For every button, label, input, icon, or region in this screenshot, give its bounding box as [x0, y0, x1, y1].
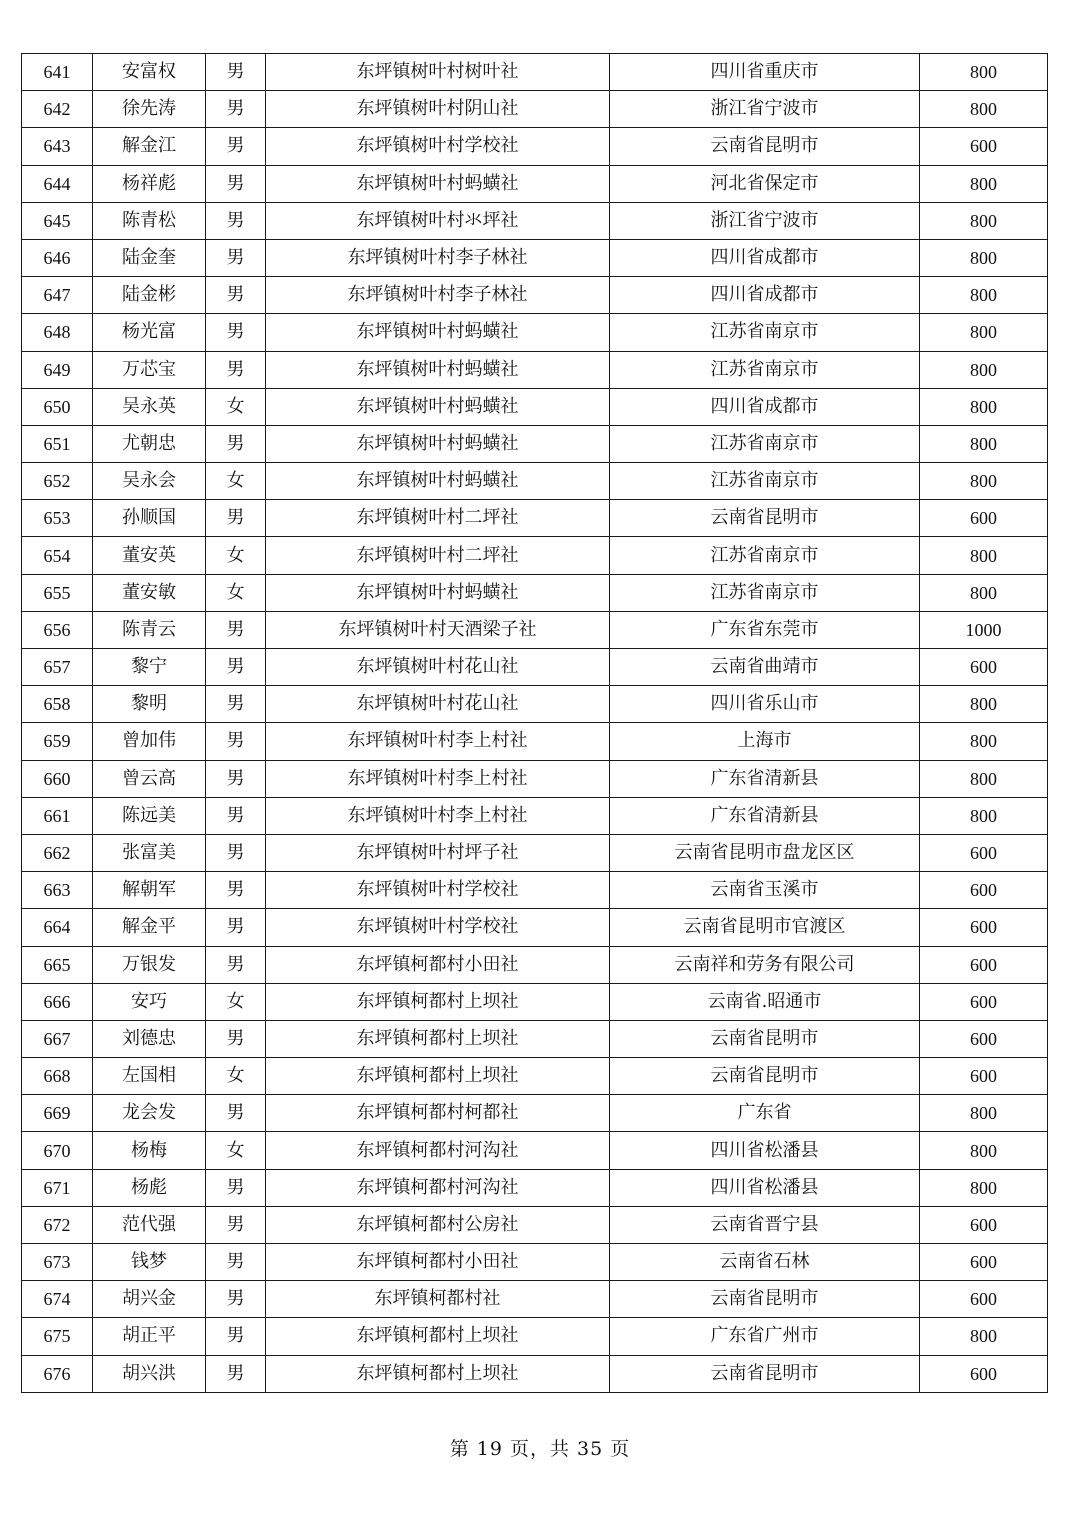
- cell-address: 东坪镇树叶村李上村社: [266, 760, 610, 797]
- cell-number: 651: [22, 425, 93, 462]
- cell-name: 曾加伟: [93, 723, 206, 760]
- table-row: [22, 797, 1048, 834]
- cell-work-location: 云南省玉溪市: [610, 872, 920, 909]
- cell-gender: 男: [206, 351, 266, 388]
- cell-amount: 800: [920, 463, 1048, 500]
- cell-number: 641: [22, 54, 93, 91]
- cell-gender: 男: [206, 909, 266, 946]
- cell-amount: 600: [920, 872, 1048, 909]
- cell-amount: 600: [920, 983, 1048, 1020]
- cell-work-location: 江苏省南京市: [610, 351, 920, 388]
- table-row: [22, 277, 1048, 314]
- cell-gender: 男: [206, 1244, 266, 1281]
- cell-address: 东坪镇树叶村蚂蟥社: [266, 463, 610, 500]
- cell-address: 东坪镇柯都村河沟社: [266, 1169, 610, 1206]
- cell-address: 东坪镇柯都村上坝社: [266, 1020, 610, 1057]
- cell-name: 尤朝忠: [93, 425, 206, 462]
- cell-work-location: 江苏省南京市: [610, 537, 920, 574]
- cell-amount: 600: [920, 649, 1048, 686]
- cell-name: 吴永会: [93, 463, 206, 500]
- cell-number: 647: [22, 277, 93, 314]
- cell-name: 陈青云: [93, 611, 206, 648]
- cell-gender: 男: [206, 202, 266, 239]
- table-row: [22, 314, 1048, 351]
- cell-amount: 800: [920, 202, 1048, 239]
- cell-number: 670: [22, 1132, 93, 1169]
- cell-work-location: 江苏省南京市: [610, 314, 920, 351]
- cell-work-location: 云南省昆明市官渡区: [610, 909, 920, 946]
- cell-gender: 男: [206, 500, 266, 537]
- cell-number: 642: [22, 91, 93, 128]
- cell-name: 张富美: [93, 834, 206, 871]
- cell-name: 董安英: [93, 537, 206, 574]
- cell-amount: 800: [920, 54, 1048, 91]
- cell-work-location: 云南省昆明市: [610, 1058, 920, 1095]
- cell-amount: 800: [920, 1318, 1048, 1355]
- cell-address: 东坪镇柯都村上坝社: [266, 1058, 610, 1095]
- cell-number: 675: [22, 1318, 93, 1355]
- table-row: [22, 1206, 1048, 1243]
- cell-address: 东坪镇树叶村树叶社: [266, 54, 610, 91]
- cell-address: 东坪镇树叶村花山社: [266, 686, 610, 723]
- cell-number: 664: [22, 909, 93, 946]
- cell-address: 东坪镇树叶村二坪社: [266, 500, 610, 537]
- cell-address: 东坪镇柯都村小田社: [266, 946, 610, 983]
- cell-name: 解朝军: [93, 872, 206, 909]
- table-row: [22, 202, 1048, 239]
- cell-work-location: 云南省晋宁县: [610, 1206, 920, 1243]
- cell-work-location: 云南省昆明市: [610, 1020, 920, 1057]
- cell-number: 673: [22, 1244, 93, 1281]
- cell-gender: 女: [206, 463, 266, 500]
- cell-address: 东坪镇树叶村蚂蟥社: [266, 388, 610, 425]
- cell-gender: 男: [206, 1206, 266, 1243]
- cell-number: 657: [22, 649, 93, 686]
- cell-name: 左国相: [93, 1058, 206, 1095]
- cell-gender: 男: [206, 54, 266, 91]
- cell-amount: 800: [920, 388, 1048, 425]
- table-row: [22, 723, 1048, 760]
- table-row: [22, 165, 1048, 202]
- cell-amount: 800: [920, 1095, 1048, 1132]
- cell-work-location: 广东省: [610, 1095, 920, 1132]
- cell-work-location: 江苏省南京市: [610, 574, 920, 611]
- table-row: [22, 760, 1048, 797]
- cell-number: 653: [22, 500, 93, 537]
- cell-gender: 男: [206, 239, 266, 276]
- cell-address: 东坪镇柯都村上坝社: [266, 1355, 610, 1392]
- cell-address: 东坪镇树叶村蚂蟥社: [266, 574, 610, 611]
- table-row: [22, 91, 1048, 128]
- cell-amount: 600: [920, 500, 1048, 537]
- cell-name: 杨祥彪: [93, 165, 206, 202]
- cell-name: 董安敏: [93, 574, 206, 611]
- cell-amount: 800: [920, 537, 1048, 574]
- cell-work-location: 四川省松潘县: [610, 1132, 920, 1169]
- cell-work-location: 云南省曲靖市: [610, 649, 920, 686]
- cell-amount: 1000: [920, 611, 1048, 648]
- table-row: [22, 649, 1048, 686]
- cell-gender: 女: [206, 388, 266, 425]
- table-row: [22, 909, 1048, 946]
- cell-address: 东坪镇柯都村柯都社: [266, 1095, 610, 1132]
- table-row: [22, 574, 1048, 611]
- cell-address: 东坪镇柯都村河沟社: [266, 1132, 610, 1169]
- cell-gender: 男: [206, 1095, 266, 1132]
- cell-gender: 女: [206, 983, 266, 1020]
- cell-amount: 800: [920, 1132, 1048, 1169]
- cell-name: 黎明: [93, 686, 206, 723]
- cell-name: 胡兴金: [93, 1281, 206, 1318]
- roster-table-body: [22, 54, 1048, 1393]
- cell-amount: 800: [920, 165, 1048, 202]
- cell-name: 徐先涛: [93, 91, 206, 128]
- cell-work-location: 四川省成都市: [610, 388, 920, 425]
- cell-work-location: 四川省成都市: [610, 239, 920, 276]
- table-row: [22, 686, 1048, 723]
- cell-work-location: 江苏省南京市: [610, 463, 920, 500]
- cell-amount: 600: [920, 1020, 1048, 1057]
- cell-gender: 男: [206, 1020, 266, 1057]
- cell-name: 解金平: [93, 909, 206, 946]
- cell-number: 663: [22, 872, 93, 909]
- cell-name: 解金江: [93, 128, 206, 165]
- cell-gender: 男: [206, 686, 266, 723]
- cell-amount: 600: [920, 909, 1048, 946]
- cell-address: 东坪镇树叶村李子林社: [266, 239, 610, 276]
- cell-name: 孙顺国: [93, 500, 206, 537]
- table-row: [22, 500, 1048, 537]
- cell-amount: 600: [920, 1206, 1048, 1243]
- cell-work-location: 四川省乐山市: [610, 686, 920, 723]
- cell-gender: 男: [206, 314, 266, 351]
- cell-number: 665: [22, 946, 93, 983]
- cell-address: 东坪镇树叶村花山社: [266, 649, 610, 686]
- table-row: [22, 1095, 1048, 1132]
- cell-gender: 男: [206, 611, 266, 648]
- cell-address: 东坪镇树叶村蚂蟥社: [266, 351, 610, 388]
- cell-gender: 女: [206, 574, 266, 611]
- cell-number: 646: [22, 239, 93, 276]
- cell-address: 东坪镇树叶村学校社: [266, 872, 610, 909]
- cell-address: 东坪镇树叶村氺坪社: [266, 202, 610, 239]
- table-row: [22, 425, 1048, 462]
- table-row: [22, 946, 1048, 983]
- cell-number: 645: [22, 202, 93, 239]
- roster-table: [21, 53, 1048, 1393]
- cell-name: 黎宁: [93, 649, 206, 686]
- cell-name: 杨光富: [93, 314, 206, 351]
- cell-number: 667: [22, 1020, 93, 1057]
- table-row: [22, 983, 1048, 1020]
- cell-name: 吴永英: [93, 388, 206, 425]
- cell-name: 胡正平: [93, 1318, 206, 1355]
- cell-work-location: 广东省东莞市: [610, 611, 920, 648]
- cell-address: 东坪镇树叶村阴山社: [266, 91, 610, 128]
- cell-number: 668: [22, 1058, 93, 1095]
- cell-address: 东坪镇树叶村学校社: [266, 909, 610, 946]
- cell-amount: 800: [920, 1169, 1048, 1206]
- cell-work-location: 云南省昆明市: [610, 1355, 920, 1392]
- cell-name: 陆金彬: [93, 277, 206, 314]
- cell-number: 649: [22, 351, 93, 388]
- cell-work-location: 云南省昆明市盘龙区区: [610, 834, 920, 871]
- cell-name: 万银发: [93, 946, 206, 983]
- cell-name: 陈远美: [93, 797, 206, 834]
- cell-number: 669: [22, 1095, 93, 1132]
- cell-gender: 男: [206, 277, 266, 314]
- cell-work-location: 广东省清新县: [610, 797, 920, 834]
- cell-amount: 800: [920, 574, 1048, 611]
- cell-number: 672: [22, 1206, 93, 1243]
- cell-amount: 800: [920, 425, 1048, 462]
- cell-number: 648: [22, 314, 93, 351]
- cell-name: 陆金奎: [93, 239, 206, 276]
- cell-number: 650: [22, 388, 93, 425]
- cell-gender: 男: [206, 723, 266, 760]
- table-row: [22, 1058, 1048, 1095]
- cell-amount: 800: [920, 723, 1048, 760]
- cell-number: 656: [22, 611, 93, 648]
- cell-name: 万芯宝: [93, 351, 206, 388]
- cell-address: 东坪镇树叶村坪子社: [266, 834, 610, 871]
- cell-amount: 800: [920, 91, 1048, 128]
- cell-number: 666: [22, 983, 93, 1020]
- table-row: [22, 1355, 1048, 1392]
- cell-name: 龙会发: [93, 1095, 206, 1132]
- cell-gender: 男: [206, 425, 266, 462]
- cell-name: 杨彪: [93, 1169, 206, 1206]
- cell-gender: 男: [206, 91, 266, 128]
- cell-gender: 男: [206, 834, 266, 871]
- cell-gender: 女: [206, 1058, 266, 1095]
- cell-address: 东坪镇树叶村二坪社: [266, 537, 610, 574]
- cell-number: 660: [22, 760, 93, 797]
- cell-name: 曾云高: [93, 760, 206, 797]
- cell-amount: 800: [920, 797, 1048, 834]
- cell-amount: 600: [920, 1281, 1048, 1318]
- cell-gender: 男: [206, 760, 266, 797]
- table-row: [22, 239, 1048, 276]
- cell-gender: 男: [206, 165, 266, 202]
- cell-work-location: 河北省保定市: [610, 165, 920, 202]
- cell-number: 644: [22, 165, 93, 202]
- cell-gender: 女: [206, 1132, 266, 1169]
- cell-name: 安巧: [93, 983, 206, 1020]
- table-row: [22, 1281, 1048, 1318]
- cell-number: 662: [22, 834, 93, 871]
- cell-gender: 男: [206, 1355, 266, 1392]
- cell-work-location: 广东省清新县: [610, 760, 920, 797]
- cell-gender: 男: [206, 649, 266, 686]
- cell-address: 东坪镇树叶村李上村社: [266, 723, 610, 760]
- cell-amount: 800: [920, 277, 1048, 314]
- cell-work-location: 云南祥和劳务有限公司: [610, 946, 920, 983]
- cell-number: 674: [22, 1281, 93, 1318]
- cell-name: 安富权: [93, 54, 206, 91]
- table-row: [22, 834, 1048, 871]
- cell-name: 钱梦: [93, 1244, 206, 1281]
- cell-address: 东坪镇柯都村小田社: [266, 1244, 610, 1281]
- table-row: [22, 463, 1048, 500]
- cell-address: 东坪镇树叶村学校社: [266, 128, 610, 165]
- cell-gender: 男: [206, 1281, 266, 1318]
- cell-amount: 600: [920, 1355, 1048, 1392]
- cell-work-location: 云南省石林: [610, 1244, 920, 1281]
- cell-name: 范代强: [93, 1206, 206, 1243]
- cell-number: 671: [22, 1169, 93, 1206]
- cell-work-location: 江苏省南京市: [610, 425, 920, 462]
- cell-amount: 800: [920, 314, 1048, 351]
- cell-work-location: 浙江省宁波市: [610, 91, 920, 128]
- cell-gender: 男: [206, 946, 266, 983]
- table-row: [22, 128, 1048, 165]
- cell-gender: 男: [206, 872, 266, 909]
- cell-address: 东坪镇树叶村蚂蟥社: [266, 425, 610, 462]
- table-row: [22, 1169, 1048, 1206]
- cell-gender: 男: [206, 128, 266, 165]
- table-row: [22, 1020, 1048, 1057]
- cell-number: 659: [22, 723, 93, 760]
- cell-number: 652: [22, 463, 93, 500]
- cell-gender: 男: [206, 1169, 266, 1206]
- cell-amount: 800: [920, 239, 1048, 276]
- cell-work-location: 四川省重庆市: [610, 54, 920, 91]
- table-row: [22, 1132, 1048, 1169]
- cell-address: 东坪镇树叶村蚂蟥社: [266, 314, 610, 351]
- table-row: [22, 1318, 1048, 1355]
- cell-address: 东坪镇柯都村上坝社: [266, 983, 610, 1020]
- cell-number: 658: [22, 686, 93, 723]
- cell-amount: 600: [920, 946, 1048, 983]
- table-row: [22, 1244, 1048, 1281]
- page-footer: 第 19 页，共 35 页: [449, 1438, 631, 1460]
- cell-address: 东坪镇树叶村李子林社: [266, 277, 610, 314]
- cell-work-location: 四川省成都市: [610, 277, 920, 314]
- cell-name: 陈青松: [93, 202, 206, 239]
- cell-amount: 600: [920, 834, 1048, 871]
- table-row: [22, 54, 1048, 91]
- cell-number: 655: [22, 574, 93, 611]
- cell-name: 杨梅: [93, 1132, 206, 1169]
- table-row: [22, 611, 1048, 648]
- cell-amount: 800: [920, 686, 1048, 723]
- cell-work-location: 四川省松潘县: [610, 1169, 920, 1206]
- table-row: [22, 872, 1048, 909]
- cell-address: 东坪镇柯都村社: [266, 1281, 610, 1318]
- cell-name: 刘德忠: [93, 1020, 206, 1057]
- cell-work-location: 云南省.昭通市: [610, 983, 920, 1020]
- cell-amount: 600: [920, 128, 1048, 165]
- cell-number: 676: [22, 1355, 93, 1392]
- cell-address: 东坪镇树叶村李上村社: [266, 797, 610, 834]
- table-row: [22, 388, 1048, 425]
- cell-amount: 800: [920, 760, 1048, 797]
- cell-work-location: 云南省昆明市: [610, 128, 920, 165]
- cell-name: 胡兴洪: [93, 1355, 206, 1392]
- cell-amount: 600: [920, 1244, 1048, 1281]
- table-row: [22, 537, 1048, 574]
- cell-work-location: 云南省昆明市: [610, 500, 920, 537]
- cell-address: 东坪镇柯都村公房社: [266, 1206, 610, 1243]
- cell-gender: 女: [206, 537, 266, 574]
- cell-gender: 男: [206, 797, 266, 834]
- cell-gender: 男: [206, 1318, 266, 1355]
- table-row: [22, 351, 1048, 388]
- cell-number: 654: [22, 537, 93, 574]
- cell-address: 东坪镇柯都村上坝社: [266, 1318, 610, 1355]
- cell-work-location: 浙江省宁波市: [610, 202, 920, 239]
- cell-work-location: 广东省广州市: [610, 1318, 920, 1355]
- cell-number: 661: [22, 797, 93, 834]
- cell-work-location: 上海市: [610, 723, 920, 760]
- cell-amount: 800: [920, 351, 1048, 388]
- cell-work-location: 云南省昆明市: [610, 1281, 920, 1318]
- cell-amount: 600: [920, 1058, 1048, 1095]
- cell-number: 643: [22, 128, 93, 165]
- cell-address: 东坪镇树叶村天酒梁子社: [266, 611, 610, 648]
- cell-address: 东坪镇树叶村蚂蟥社: [266, 165, 610, 202]
